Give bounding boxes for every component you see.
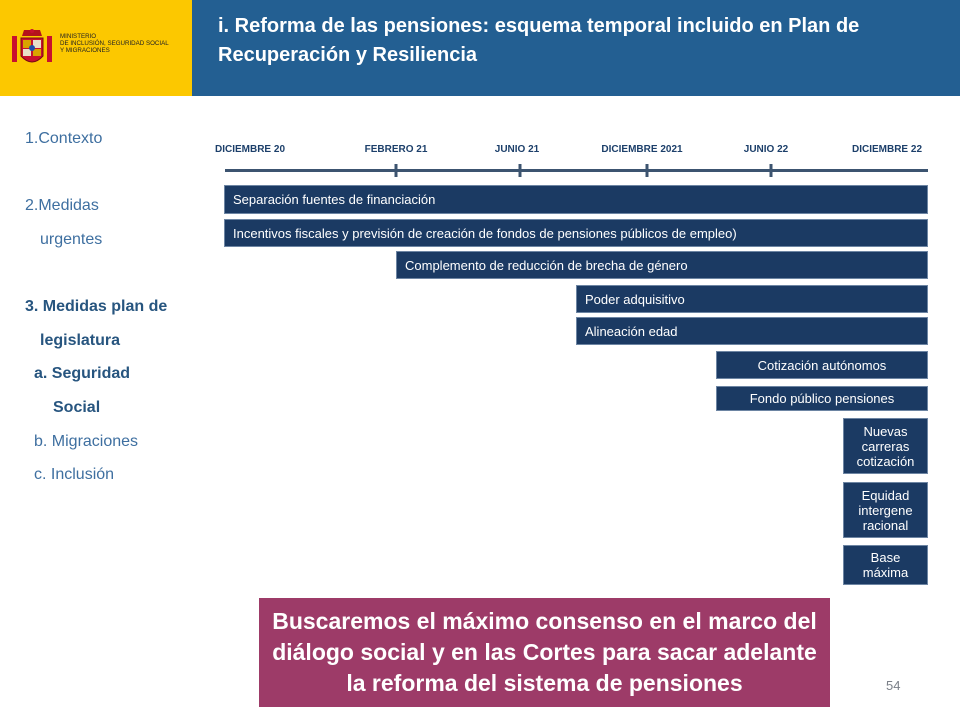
timeline-tick [519,164,522,177]
bar-text-line: cotización [856,453,915,469]
nav-item-medidas-urgentes: 2.Medidas [25,197,99,214]
timeline-label: DICIEMBRE 2021 [601,144,683,155]
nav-item-plan-legislatura-cont: legislatura [40,332,121,349]
measure-bar-cotizacion-autonomos: Cotización autónomos [716,351,928,379]
measure-bar-poder-adquisitivo: Poder adquisitivo [576,285,928,313]
timeline-line [225,169,928,172]
nav-subitem-migraciones: b. Migraciones [34,433,139,450]
timeline-label: DICIEMBRE 22 [851,144,923,155]
timeline-label: JUNIO 22 [743,144,789,155]
timeline-label: FEBRERO 21 [364,144,428,155]
consensus-callout: Buscaremos el máximo consenso en el marco del diálogo social y en las Cortes para sacar adelante la reforma del sistema de pensiones [259,598,830,707]
slide-title: i. Reforma de las pensiones: esquema temporal incluido en Plan de Recuperación y Resiliencia [218,15,860,66]
bar-text-line: Equidad [861,487,910,503]
nav-subitem-seguridad-social: a. Seguridad [34,365,131,382]
nav-subitem-inclusion: c. Inclusión [34,466,115,483]
bar-text-line: máxima [862,565,909,580]
nav-item-medidas-urgentes-cont: urgentes [40,231,103,248]
timeline-tick [395,164,398,177]
measure-bar-base-maxima [843,545,928,585]
measure-bar-fondo-publico: Fondo público pensiones [716,386,928,411]
measure-bar-nuevas-carreras [843,418,928,474]
bar-text-line: Base [870,550,901,565]
measure-bar-equidad-intergeneracional [843,482,928,538]
nav-item-plan-legislatura: 3. Medidas plan de [25,298,168,315]
nav-item-contexto: 1.Contexto [25,130,103,147]
timeline-tick [646,164,649,177]
timeline-axis [0,0,960,200]
bar-text-line: carreras [861,438,910,454]
measure-bar-alineacion-edad: Alineación edad [576,317,928,345]
measure-bar-complemento-brecha: Complemento de reducción de brecha de género [396,251,928,279]
page-number: 54 [886,678,901,693]
timeline-label: DICIEMBRE 20 [214,144,286,155]
measure-bar-separacion-fuentes: Separación fuentes de financiación [224,185,928,214]
timeline-tick [770,164,773,177]
nav-subitem-seguridad-social-cont: Social [53,399,101,416]
ministry-line: DE INCLUSIÓN, SEGURIDAD SOCIAL [60,40,169,48]
timeline-label: JUNIO 21 [494,144,540,155]
bar-text-line: intergene [858,502,913,518]
ministry-line: MINISTERIO [60,33,97,40]
bar-text-line: racional [862,517,909,533]
bar-text-line: Nuevas [863,423,908,439]
measure-bar-incentivos-fiscales: Incentivos fiscales y previsión de creación de fondos de pensiones públicos de empleo) [224,219,928,247]
ministry-line: Y MIGRACIONES [60,47,110,55]
